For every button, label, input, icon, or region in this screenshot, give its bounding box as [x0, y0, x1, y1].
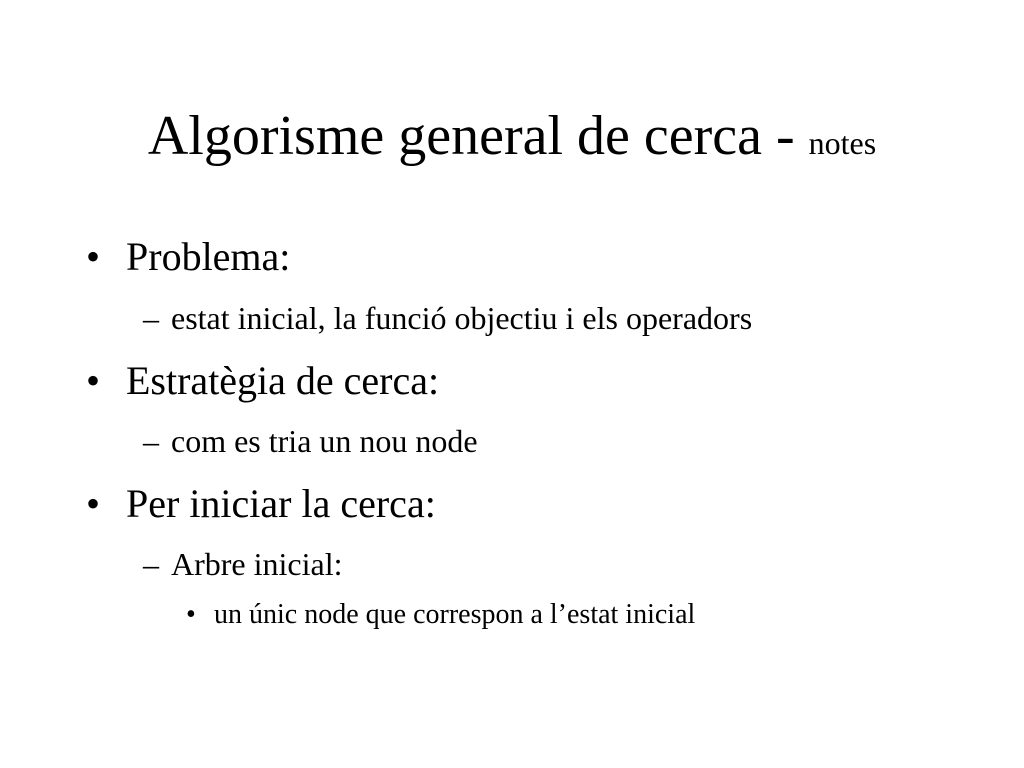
sub-item-arbre-inicial	[143, 544, 342, 584]
bullet-item-estrategia	[86, 357, 439, 405]
slide-title-main: Algorisme general de cerca -	[147, 105, 795, 167]
sub-sub-item-text: un únic node que correspon a l’estat inicial	[214, 599, 696, 630]
slide-title	[0, 100, 1024, 179]
sub-item-text: Arbre inicial:	[171, 546, 343, 582]
bullet-item-problema	[86, 233, 290, 281]
sub-item-estrategia-description	[143, 421, 478, 461]
slide-title-suffix: notes	[808, 125, 877, 161]
bullet-icon: •	[86, 481, 101, 526]
bullet-text: Per iniciar la cerca:	[126, 481, 436, 526]
bullet-icon: •	[186, 599, 196, 630]
sub-item-problema-description	[143, 298, 752, 338]
dash-icon: –	[143, 300, 159, 336]
bullet-item-iniciar	[86, 480, 436, 528]
bullet-text: Estratègia de cerca:	[126, 358, 440, 403]
dash-icon: –	[143, 546, 159, 582]
sub-item-text: estat inicial, la funció objectiu i els operadors	[171, 300, 753, 336]
dash-icon: –	[143, 423, 159, 459]
sub-item-text: com es tria un nou node	[171, 423, 478, 459]
bullet-text: Problema:	[126, 234, 291, 279]
bullet-icon: •	[86, 358, 101, 403]
bullet-icon: •	[86, 234, 101, 279]
sub-sub-item-node-inicial	[186, 598, 695, 632]
